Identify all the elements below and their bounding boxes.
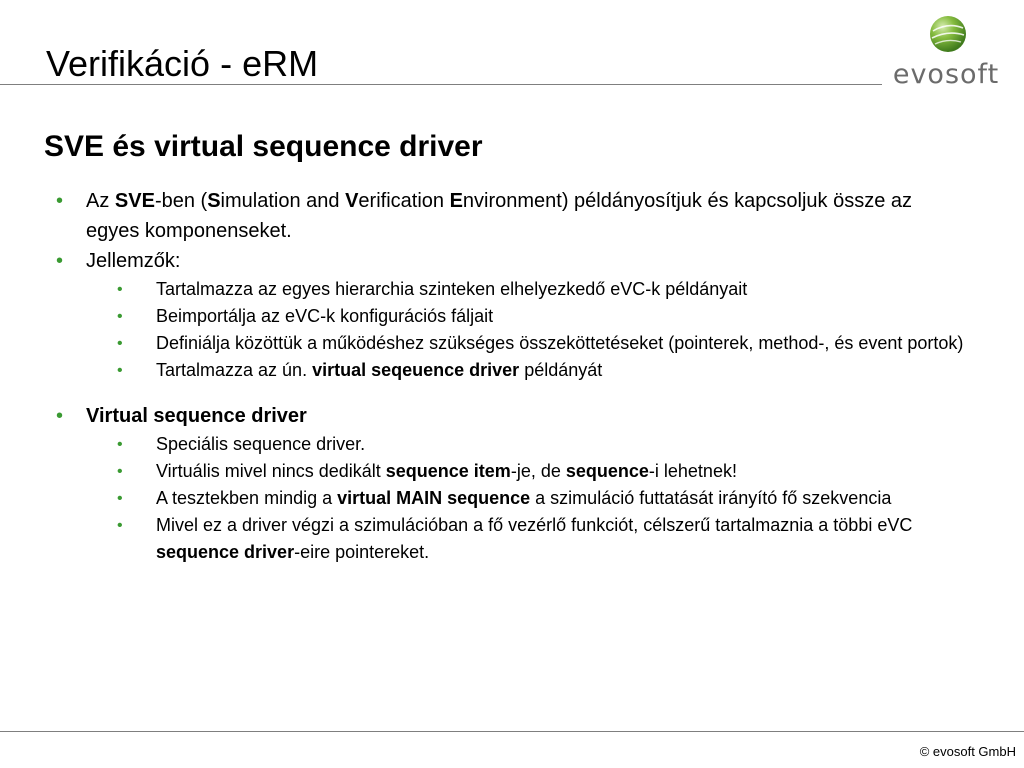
text-bold: sequence item	[385, 461, 511, 481]
bullet-marker: •	[117, 463, 123, 480]
text: Definiálja közöttük a működéshez szükséges összeköttetéseket (pointerek, method-, és event portok)	[156, 333, 964, 353]
text: Beimportálja az eVC-k konfigurációs fáljait	[156, 306, 494, 326]
spacer	[0, 384, 1024, 401]
text: A tesztekben mindig a	[156, 488, 338, 508]
text-bold: E	[449, 190, 463, 212]
footer-copyright: © evosoft GmbH	[919, 744, 1016, 759]
text: Virtuális mivel nincs dedikált	[156, 461, 386, 481]
slide-title: Verifikáció - eRM	[46, 43, 319, 84]
sub-bullet	[0, 431, 1024, 458]
bullet-marker: •	[117, 308, 123, 325]
text-bold: S	[207, 190, 221, 212]
bullet-virtual-sequence-driver	[0, 401, 1024, 431]
slide-subtitle: SVE és virtual sequence driver	[44, 130, 483, 163]
evosoft-logo	[880, 14, 1010, 90]
globe-icon	[928, 14, 968, 54]
logo-text: evosoft	[892, 59, 1000, 90]
bullet-marker: •	[56, 250, 64, 272]
text: -eire pointereket.	[294, 542, 430, 562]
bullet-marker: •	[56, 190, 64, 212]
text-bold: V	[345, 190, 359, 212]
sub-bullet	[0, 357, 1024, 384]
text-bold: Virtual sequence driver	[86, 405, 307, 427]
text: Jellemzők:	[86, 250, 181, 272]
text-bold: sequence	[565, 461, 649, 481]
text: Tartalmazza az egyes hierarchia szinteken elhelyezkedő eVC-k példányait	[156, 279, 748, 299]
text: imulation and	[220, 190, 346, 212]
bullet-list	[0, 186, 1024, 566]
title-divider	[0, 84, 882, 85]
footer-divider	[0, 731, 1024, 732]
sub-bullet	[0, 458, 1024, 485]
text: -i lehetnek!	[648, 461, 737, 481]
text: a szimuláció futtatását irányító fő szekvencia	[530, 488, 892, 508]
bullet-marker: •	[117, 490, 123, 507]
bullet-marker: •	[117, 335, 123, 352]
text-bold: sequence driver	[156, 542, 295, 562]
sub-bullet	[0, 330, 1024, 357]
text: példányát	[519, 360, 603, 380]
text: Az	[86, 190, 115, 212]
text: erification	[358, 190, 450, 212]
text: Mivel ez a driver végzi a szimulációban a fő vezérlő funkciót, célszerű tartalmaznia a többi eVC	[156, 515, 913, 535]
text: nvironment) példányosítjuk és kapcsoljuk össze az egyes komponenseket.	[86, 190, 913, 242]
bullet-marker: •	[56, 405, 64, 427]
text: Tartalmazza az ún.	[156, 360, 313, 380]
bullet-marker: •	[117, 281, 123, 298]
text: -ben (	[154, 190, 208, 212]
bullet-marker: •	[117, 362, 123, 379]
sub-bullet	[0, 276, 1024, 303]
text-bold: virtual MAIN sequence	[337, 488, 531, 508]
bullet-jellemzok	[0, 246, 1024, 276]
text-bold: SVE	[114, 190, 155, 212]
sub-bullet	[0, 512, 1024, 566]
bullet-sve	[0, 186, 1024, 246]
bullet-marker: •	[117, 436, 123, 453]
sub-bullet	[0, 303, 1024, 330]
text: Speciális sequence driver.	[156, 434, 366, 454]
text: -je, de	[510, 461, 566, 481]
text-bold: virtual seqeuence driver	[312, 360, 520, 380]
bullet-marker: •	[117, 517, 123, 534]
sub-bullet	[0, 485, 1024, 512]
